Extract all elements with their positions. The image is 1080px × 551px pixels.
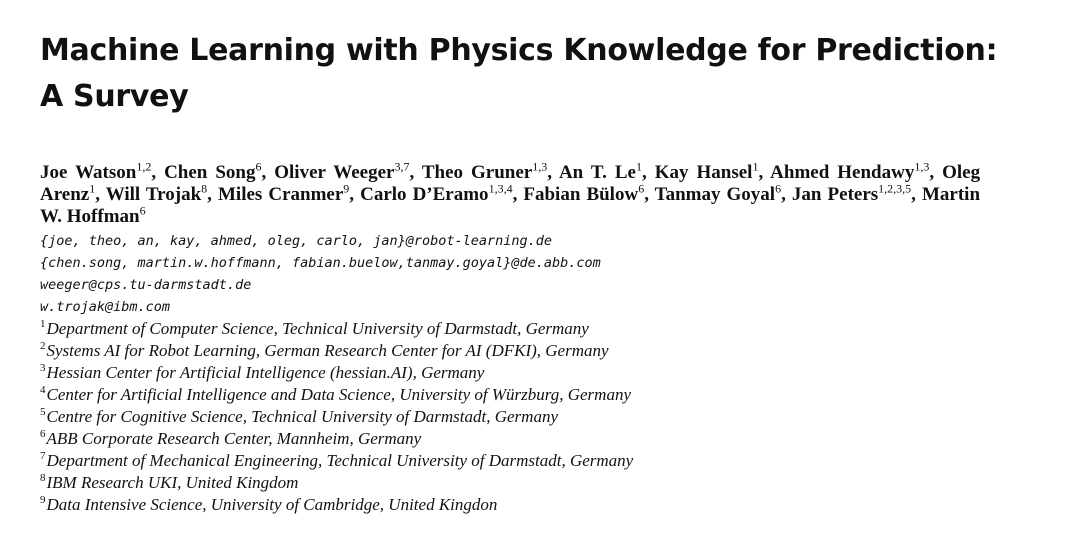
- author-affiliation-marker: 6: [255, 159, 262, 174]
- author-separator: ,: [261, 162, 275, 183]
- email-line: w.trojak@ibm.com: [40, 299, 171, 315]
- author-affiliation-marker: 1,3,4: [488, 181, 513, 196]
- author-name: Oliver Weeger: [274, 162, 395, 183]
- affiliation: [40, 384, 1050, 406]
- affiliation: [40, 428, 1050, 450]
- author-name: Jan Peters: [791, 184, 879, 205]
- affiliation-number: 9: [40, 494, 46, 507]
- author: [770, 159, 930, 183]
- author: [105, 181, 208, 205]
- author-affiliation-marker: 1: [89, 181, 96, 196]
- author-name: Ahmed Hendawy: [770, 162, 915, 183]
- author-separator: ,: [409, 162, 422, 183]
- affiliation-number: 6: [40, 428, 46, 441]
- author-separator: ,: [929, 162, 943, 183]
- title-line-1: Machine Learning with Physics Knowledge for Prediction:: [40, 33, 998, 68]
- author-affiliation-marker: 3,7: [394, 159, 410, 174]
- email-line: weeger@cps.tu-darmstadt.de: [40, 277, 252, 293]
- author-affiliation-marker: 1: [635, 159, 642, 174]
- affiliation-text: Centre for Cognitive Science, Technical University of Darmstadt, Germany: [46, 407, 558, 426]
- author-name: Kay Hansel: [654, 162, 753, 183]
- email-line: {joe, theo, an, kay, ahmed, oleg, carlo, jan}@robot-learning.de: [40, 233, 553, 249]
- author-name: Theo Gruner: [421, 162, 533, 183]
- author: [654, 181, 782, 205]
- author: [654, 159, 759, 183]
- affiliation-number: 7: [40, 450, 46, 463]
- affiliation: [40, 406, 1050, 428]
- affiliation: [40, 362, 1050, 384]
- affiliation: [40, 318, 1050, 340]
- author-separator: ,: [911, 184, 922, 205]
- author-name: An T. Le: [558, 162, 636, 183]
- affiliation-number: 2: [40, 340, 46, 353]
- author-affiliation-marker: 1,2: [136, 159, 152, 174]
- author-affiliation-marker: 6: [638, 181, 645, 196]
- author: [40, 159, 152, 183]
- affiliation: [40, 472, 1050, 494]
- author-name: Martin W. Hoffman: [40, 184, 981, 227]
- author-affiliation-marker: 1,3: [532, 159, 548, 174]
- affiliation: [40, 450, 1050, 472]
- author-separator: ,: [758, 162, 771, 183]
- affiliation-number: 1: [40, 318, 46, 331]
- affiliation-text: Hessian Center for Artificial Intelligence (hessian.AI), Germany: [46, 363, 485, 382]
- affiliation-text: ABB Corporate Research Center, Mannheim, Germany: [46, 429, 422, 448]
- author-separator: ,: [151, 162, 165, 183]
- affiliation-number: 5: [40, 406, 46, 419]
- author-affiliation-marker: 9: [343, 181, 350, 196]
- affiliation: [40, 494, 1050, 516]
- author-affiliation-marker: 6: [139, 203, 146, 218]
- paper-header: [40, 28, 1050, 516]
- title-line-2: A Survey: [40, 79, 189, 114]
- author-separator: ,: [781, 184, 792, 205]
- affiliation-text: Department of Mechanical Engineering, Technical University of Darmstadt, Germany: [46, 451, 634, 470]
- author-name: Joe Watson: [40, 162, 137, 183]
- author: [217, 181, 350, 205]
- author-name: Will Trojak: [105, 184, 202, 205]
- author: [523, 181, 645, 205]
- affiliation-number: 3: [40, 362, 46, 375]
- author: [164, 159, 262, 183]
- affiliation: [40, 340, 1050, 362]
- author-separator: ,: [644, 184, 655, 205]
- author-affiliation-marker: 1: [752, 159, 759, 174]
- author-name: Miles Cranmer: [217, 184, 344, 205]
- author-name: Oleg Arenz: [40, 162, 981, 205]
- email-list: [40, 230, 1050, 318]
- author-separator: ,: [207, 184, 218, 205]
- author-separator: ,: [95, 184, 106, 205]
- author: [558, 159, 642, 183]
- affiliation-text: Systems AI for Robot Learning, German Research Center for AI (DFKI), Germany: [46, 341, 609, 360]
- affiliation-text: Center for Artificial Intelligence and Data Science, University of Würzburg, Germany: [46, 385, 631, 404]
- affiliation-number: 4: [40, 384, 46, 397]
- author-separator: ,: [641, 162, 655, 183]
- author-name: Fabian Bülow: [523, 184, 639, 205]
- author-name: Chen Song: [164, 162, 256, 183]
- author-name: Carlo D’Eramo: [360, 184, 489, 205]
- paper-title: [40, 28, 1050, 120]
- author-separator: ,: [349, 184, 361, 205]
- affiliation-text: IBM Research UKI, United Kingdom: [46, 473, 299, 492]
- author: [421, 159, 548, 183]
- author-list: [40, 159, 981, 228]
- author-name: Tanmay Goyal: [654, 184, 776, 205]
- author-affiliation-marker: 1,2,3,5: [878, 181, 912, 196]
- affiliation-list: [40, 318, 1050, 516]
- author: [360, 181, 513, 205]
- affiliation-text: Data Intensive Science, University of Cambridge, United Kingdon: [46, 495, 498, 514]
- author: [274, 159, 410, 183]
- affiliation-number: 8: [40, 472, 46, 485]
- author-separator: ,: [547, 162, 559, 183]
- author-affiliation-marker: 1,3: [914, 159, 930, 174]
- affiliation-text: Department of Computer Science, Technical University of Darmstadt, Germany: [46, 319, 589, 338]
- email-line: {chen.song, martin.w.hoffmann, fabian.buelow,tanmay.goyal}@de.abb.com: [40, 255, 601, 271]
- author-affiliation-marker: 8: [201, 181, 208, 196]
- author: [791, 181, 912, 205]
- author-affiliation-marker: 6: [775, 181, 782, 196]
- author-separator: ,: [512, 184, 524, 205]
